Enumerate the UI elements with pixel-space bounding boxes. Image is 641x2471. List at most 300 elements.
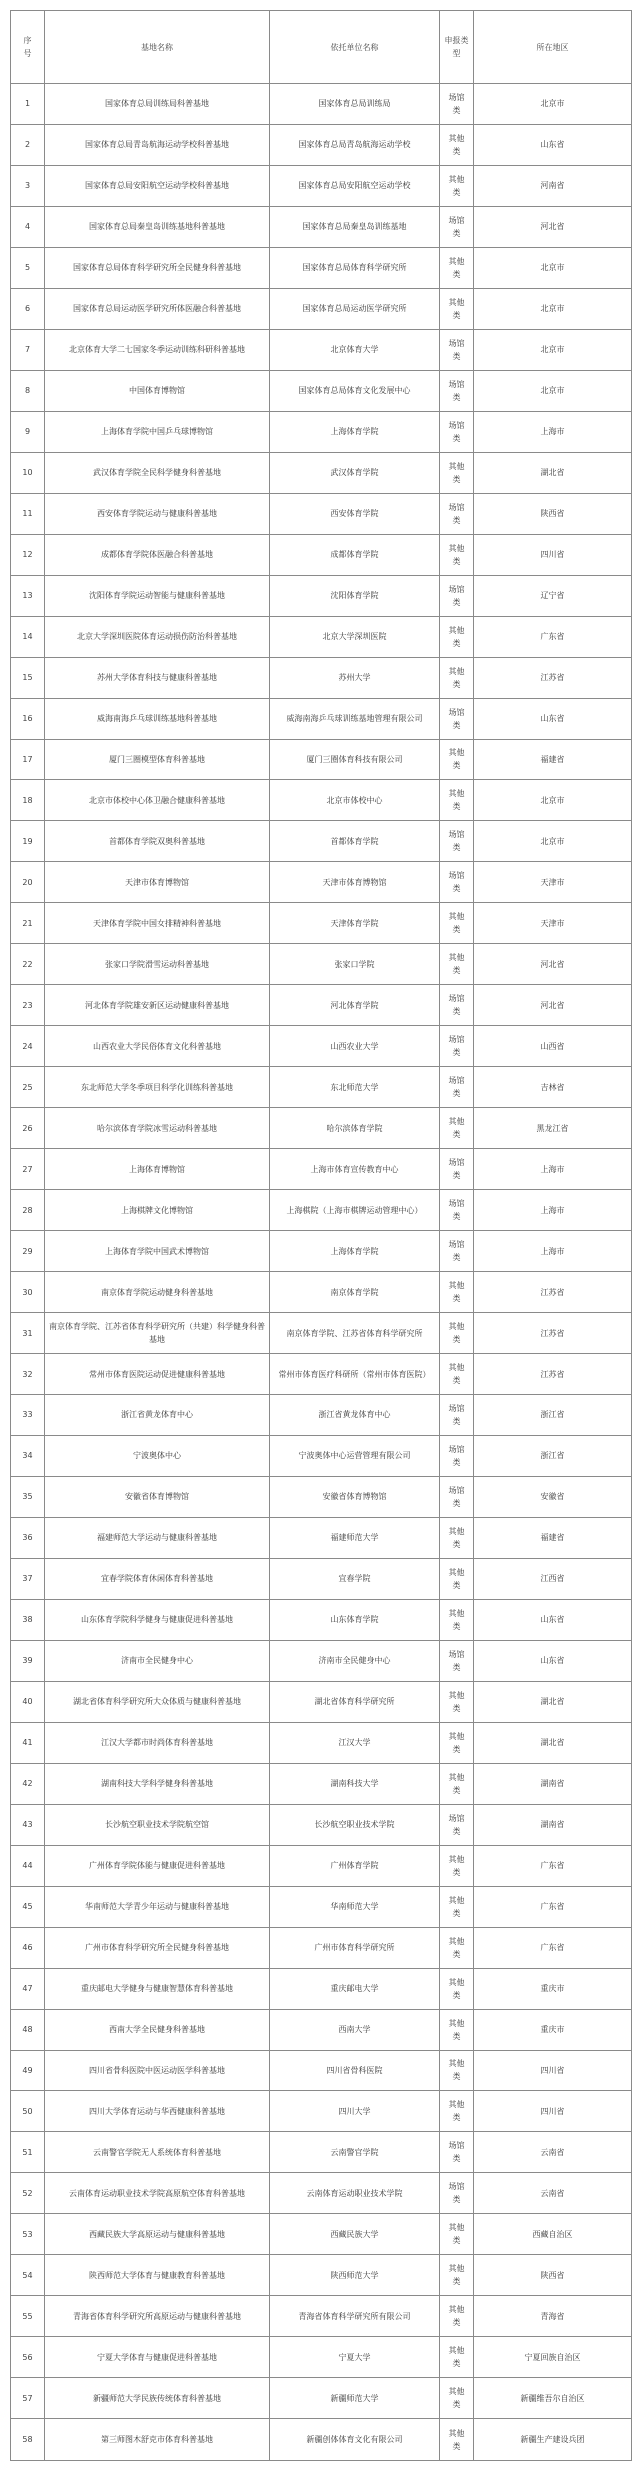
- cell-type: 其他类: [440, 2337, 474, 2378]
- cell-region: 四川省: [474, 2050, 632, 2091]
- table-row: [11, 1640, 632, 1681]
- cell-type: 场馆类: [440, 985, 474, 1026]
- cell-base-name: 湖南科技大学科学健身科普基地: [45, 1763, 270, 1804]
- cell-region: 四川省: [474, 2091, 632, 2132]
- cell-org-name: 宜春学院: [270, 1558, 440, 1599]
- cell-no: 24: [11, 1026, 45, 1067]
- cell-base-name: 沈阳体育学院运动智能与健康科普基地: [45, 575, 270, 616]
- table-row: [11, 452, 632, 493]
- cell-org-name: 济南市全民健身中心: [270, 1640, 440, 1681]
- cell-no: 45: [11, 1886, 45, 1927]
- cell-base-name: 北京大学深圳医院体育运动损伤防治科普基地: [45, 616, 270, 657]
- cell-type: 其他类: [440, 1763, 474, 1804]
- cell-base-name: 广州体育学院体能与健康促进科普基地: [45, 1845, 270, 1886]
- cell-no: 34: [11, 1435, 45, 1476]
- cell-no: 56: [11, 2337, 45, 2378]
- cell-org-name: 上海市体育宣传教育中心: [270, 1149, 440, 1190]
- cell-base-name: 华南师范大学青少年运动与健康科普基地: [45, 1886, 270, 1927]
- cell-region: 江苏省: [474, 1354, 632, 1395]
- cell-no: 55: [11, 2296, 45, 2337]
- cell-base-name: 国家体育总局安阳航空运动学校科普基地: [45, 165, 270, 206]
- cell-no: 36: [11, 1517, 45, 1558]
- table-row: [11, 780, 632, 821]
- cell-base-name: 重庆邮电大学健身与健康智慧体育科普基地: [45, 1968, 270, 2009]
- cell-region: 新疆维吾尔自治区: [474, 2378, 632, 2419]
- cell-no: 23: [11, 985, 45, 1026]
- cell-region: 上海市: [474, 1190, 632, 1231]
- cell-base-name: 威海南海乒乓球训练基地科普基地: [45, 698, 270, 739]
- cell-type: 其他类: [440, 616, 474, 657]
- cell-base-name: 国家体育总局训练局科普基地: [45, 84, 270, 125]
- cell-base-name: 宁波奥体中心: [45, 1435, 270, 1476]
- cell-base-name: 南京体育学院运动健身科普基地: [45, 1272, 270, 1313]
- cell-base-name: 上海棋牌文化博物馆: [45, 1190, 270, 1231]
- cell-no: 52: [11, 2173, 45, 2214]
- cell-base-name: 哈尔滨体育学院冰雪运动科普基地: [45, 1108, 270, 1149]
- table-row: [11, 84, 632, 125]
- cell-no: 18: [11, 780, 45, 821]
- cell-type: 场馆类: [440, 329, 474, 370]
- table-row: [11, 1313, 632, 1354]
- cell-base-name: 云南警官学院无人系统体育科普基地: [45, 2132, 270, 2173]
- cell-region: 广东省: [474, 616, 632, 657]
- cell-type: 其他类: [440, 903, 474, 944]
- cell-no: 46: [11, 1927, 45, 1968]
- table-row: [11, 944, 632, 985]
- cell-region: 黑龙江省: [474, 1108, 632, 1149]
- cell-type: 场馆类: [440, 821, 474, 862]
- table-row: [11, 821, 632, 862]
- cell-region: 青海省: [474, 2296, 632, 2337]
- cell-base-name: 长沙航空职业技术学院航空馆: [45, 1804, 270, 1845]
- cell-base-name: 国家体育总局体育科学研究所全民健身科普基地: [45, 247, 270, 288]
- cell-org-name: 重庆邮电大学: [270, 1968, 440, 2009]
- cell-no: 39: [11, 1640, 45, 1681]
- cell-org-name: 首都体育学院: [270, 821, 440, 862]
- cell-type: 其他类: [440, 2419, 474, 2461]
- table-row: [11, 903, 632, 944]
- cell-org-name: 新疆师范大学: [270, 2378, 440, 2419]
- cell-base-name: 国家体育总局运动医学研究所体医融合科普基地: [45, 288, 270, 329]
- cell-type: 场馆类: [440, 206, 474, 247]
- cell-base-name: 山东体育学院科学健身与健康促进科普基地: [45, 1599, 270, 1640]
- cell-org-name: 上海棋院（上海市棋牌运动管理中心）: [270, 1190, 440, 1231]
- cell-region: 湖北省: [474, 1681, 632, 1722]
- cell-type: 场馆类: [440, 1395, 474, 1436]
- cell-base-name: 武汉体育学院全民科学健身科普基地: [45, 452, 270, 493]
- cell-base-name: 湖北省体育科学研究所大众体质与健康科普基地: [45, 1681, 270, 1722]
- cell-region: 新疆生产建设兵团: [474, 2419, 632, 2461]
- header-base-name: 基地名称: [45, 11, 270, 84]
- cell-base-name: 西安体育学院运动与健康科普基地: [45, 493, 270, 534]
- cell-org-name: 天津体育学院: [270, 903, 440, 944]
- table-row: [11, 1026, 632, 1067]
- table-row: [11, 165, 632, 206]
- cell-region: 江苏省: [474, 1313, 632, 1354]
- cell-type: 其他类: [440, 2255, 474, 2296]
- cell-no: 28: [11, 1190, 45, 1231]
- cell-no: 9: [11, 411, 45, 452]
- cell-org-name: 长沙航空职业技术学院: [270, 1804, 440, 1845]
- cell-org-name: 青海省体育科学研究所有限公司: [270, 2296, 440, 2337]
- cell-base-name: 青海省体育科学研究所高原运动与健康科普基地: [45, 2296, 270, 2337]
- cell-region: 山东省: [474, 124, 632, 165]
- cell-base-name: 国家体育总局秦皇岛训练基地科普基地: [45, 206, 270, 247]
- cell-org-name: 国家体育总局安阳航空运动学校: [270, 165, 440, 206]
- cell-region: 重庆市: [474, 1968, 632, 2009]
- cell-org-name: 沈阳体育学院: [270, 575, 440, 616]
- cell-no: 50: [11, 2091, 45, 2132]
- cell-no: 2: [11, 124, 45, 165]
- cell-base-name: 苏州大学体育科技与健康科普基地: [45, 657, 270, 698]
- cell-region: 安徽省: [474, 1476, 632, 1517]
- cell-region: 天津市: [474, 862, 632, 903]
- table-row: [11, 1476, 632, 1517]
- cell-no: 5: [11, 247, 45, 288]
- cell-region: 湖南省: [474, 1804, 632, 1845]
- table-row: [11, 1845, 632, 1886]
- cell-region: 上海市: [474, 1231, 632, 1272]
- table-row: [11, 124, 632, 165]
- cell-org-name: 国家体育总局训练局: [270, 84, 440, 125]
- cell-type: 其他类: [440, 1558, 474, 1599]
- cell-no: 32: [11, 1354, 45, 1395]
- cell-base-name: 首都体育学院双奥科普基地: [45, 821, 270, 862]
- cell-region: 山东省: [474, 1599, 632, 1640]
- cell-type: 场馆类: [440, 1231, 474, 1272]
- cell-no: 21: [11, 903, 45, 944]
- table-row: [11, 1886, 632, 1927]
- table-row: [11, 1231, 632, 1272]
- cell-org-name: 西南大学: [270, 2009, 440, 2050]
- cell-base-name: 西藏民族大学高原运动与健康科普基地: [45, 2214, 270, 2255]
- table-row: [11, 1804, 632, 1845]
- cell-org-name: 云南警官学院: [270, 2132, 440, 2173]
- cell-org-name: 苏州大学: [270, 657, 440, 698]
- cell-region: 吉林省: [474, 1067, 632, 1108]
- table-row: [11, 985, 632, 1026]
- cell-org-name: 南京体育学院: [270, 1272, 440, 1313]
- cell-org-name: 张家口学院: [270, 944, 440, 985]
- cell-base-name: 云南体育运动职业技术学院高原航空体育科普基地: [45, 2173, 270, 2214]
- table-row: [11, 411, 632, 452]
- cell-base-name: 东北师范大学冬季项目科学化训练科普基地: [45, 1067, 270, 1108]
- cell-no: 58: [11, 2419, 45, 2461]
- cell-no: 3: [11, 165, 45, 206]
- cell-no: 33: [11, 1395, 45, 1436]
- cell-org-name: 威海南海乒乓球训练基地管理有限公司: [270, 698, 440, 739]
- table-row: [11, 534, 632, 575]
- cell-base-name: 济南市全民健身中心: [45, 1640, 270, 1681]
- cell-type: 场馆类: [440, 411, 474, 452]
- cell-no: 14: [11, 616, 45, 657]
- cell-base-name: 宜春学院体育休闲体育科普基地: [45, 1558, 270, 1599]
- cell-org-name: 国家体育总局秦皇岛训练基地: [270, 206, 440, 247]
- cell-type: 场馆类: [440, 1149, 474, 1190]
- data-table: [10, 10, 632, 2461]
- cell-no: 54: [11, 2255, 45, 2296]
- cell-type: 其他类: [440, 2091, 474, 2132]
- cell-type: 其他类: [440, 1681, 474, 1722]
- cell-type: 其他类: [440, 2009, 474, 2050]
- cell-org-name: 湖北省体育科学研究所: [270, 1681, 440, 1722]
- cell-org-name: 武汉体育学院: [270, 452, 440, 493]
- cell-region: 四川省: [474, 534, 632, 575]
- cell-no: 53: [11, 2214, 45, 2255]
- header-no: 序号: [11, 11, 45, 84]
- cell-no: 37: [11, 1558, 45, 1599]
- cell-type: 其他类: [440, 288, 474, 329]
- cell-region: 山东省: [474, 698, 632, 739]
- cell-type: 场馆类: [440, 575, 474, 616]
- table-row: [11, 1395, 632, 1436]
- cell-org-name: 东北师范大学: [270, 1067, 440, 1108]
- cell-base-name: 天津体育学院中国女排精神科普基地: [45, 903, 270, 944]
- cell-no: 8: [11, 370, 45, 411]
- table-row: [11, 1558, 632, 1599]
- cell-no: 27: [11, 1149, 45, 1190]
- cell-base-name: 四川大学体育运动与华西健康科普基地: [45, 2091, 270, 2132]
- cell-org-name: 华南师范大学: [270, 1886, 440, 1927]
- cell-region: 北京市: [474, 780, 632, 821]
- cell-no: 15: [11, 657, 45, 698]
- cell-type: 其他类: [440, 944, 474, 985]
- cell-org-name: 新疆创体体育文化有限公司: [270, 2419, 440, 2461]
- cell-org-name: 福建师范大学: [270, 1517, 440, 1558]
- cell-no: 43: [11, 1804, 45, 1845]
- table-body: [11, 84, 632, 2461]
- cell-type: 其他类: [440, 1599, 474, 1640]
- cell-no: 48: [11, 2009, 45, 2050]
- cell-type: 场馆类: [440, 2132, 474, 2173]
- cell-region: 浙江省: [474, 1435, 632, 1476]
- cell-region: 浙江省: [474, 1395, 632, 1436]
- cell-type: 其他类: [440, 1722, 474, 1763]
- cell-base-name: 西南大学全民健身科普基地: [45, 2009, 270, 2050]
- cell-region: 北京市: [474, 370, 632, 411]
- table-row: [11, 2214, 632, 2255]
- cell-type: 其他类: [440, 739, 474, 780]
- table-row: [11, 575, 632, 616]
- table-row: [11, 1927, 632, 1968]
- cell-no: 11: [11, 493, 45, 534]
- cell-org-name: 河北体育学院: [270, 985, 440, 1026]
- cell-org-name: 哈尔滨体育学院: [270, 1108, 440, 1149]
- table-row: [11, 698, 632, 739]
- cell-base-name: 北京体育大学二七国家冬季运动训练科研科普基地: [45, 329, 270, 370]
- table-row: [11, 1272, 632, 1313]
- cell-region: 北京市: [474, 84, 632, 125]
- table-row: [11, 1149, 632, 1190]
- cell-base-name: 南京体育学院、江苏省体育科学研究所（共建）科学健身科普基地: [45, 1313, 270, 1354]
- cell-no: 38: [11, 1599, 45, 1640]
- table-row: [11, 1435, 632, 1476]
- cell-type: 场馆类: [440, 84, 474, 125]
- cell-region: 江苏省: [474, 1272, 632, 1313]
- cell-type: 其他类: [440, 247, 474, 288]
- cell-base-name: 张家口学院滑雪运动科普基地: [45, 944, 270, 985]
- cell-base-name: 四川省骨科医院中医运动医学科普基地: [45, 2050, 270, 2091]
- cell-base-name: 安徽省体育博物馆: [45, 1476, 270, 1517]
- cell-type: 其他类: [440, 2378, 474, 2419]
- cell-region: 广东省: [474, 1886, 632, 1927]
- cell-org-name: 四川大学: [270, 2091, 440, 2132]
- cell-org-name: 上海体育学院: [270, 1231, 440, 1272]
- cell-no: 4: [11, 206, 45, 247]
- cell-region: 湖北省: [474, 452, 632, 493]
- cell-type: 其他类: [440, 124, 474, 165]
- cell-org-name: 国家体育总局青岛航海运动学校: [270, 124, 440, 165]
- cell-type: 其他类: [440, 534, 474, 575]
- cell-region: 北京市: [474, 247, 632, 288]
- table-row: [11, 2337, 632, 2378]
- cell-org-name: 湖南科技大学: [270, 1763, 440, 1804]
- cell-type: 其他类: [440, 1968, 474, 2009]
- table-row: [11, 862, 632, 903]
- cell-org-name: 山西农业大学: [270, 1026, 440, 1067]
- cell-base-name: 上海体育博物馆: [45, 1149, 270, 1190]
- cell-region: 江苏省: [474, 657, 632, 698]
- cell-base-name: 第三师图木舒克市体育科普基地: [45, 2419, 270, 2461]
- cell-base-name: 宁夏大学体育与健康促进科普基地: [45, 2337, 270, 2378]
- cell-base-name: 中国体育博物馆: [45, 370, 270, 411]
- cell-base-name: 成都体育学院体医融合科普基地: [45, 534, 270, 575]
- cell-org-name: 西安体育学院: [270, 493, 440, 534]
- cell-no: 42: [11, 1763, 45, 1804]
- cell-base-name: 常州市体育医院运动促进健康科普基地: [45, 1354, 270, 1395]
- cell-region: 广东省: [474, 1845, 632, 1886]
- table-row: [11, 1763, 632, 1804]
- cell-org-name: 四川省骨科医院: [270, 2050, 440, 2091]
- cell-no: 19: [11, 821, 45, 862]
- table-row: [11, 2255, 632, 2296]
- cell-type: 场馆类: [440, 493, 474, 534]
- table-header-row: [11, 11, 632, 84]
- cell-base-name: 国家体育总局青岛航海运动学校科普基地: [45, 124, 270, 165]
- cell-region: 广东省: [474, 1927, 632, 1968]
- cell-no: 30: [11, 1272, 45, 1313]
- table-row: [11, 1968, 632, 2009]
- cell-org-name: 西藏民族大学: [270, 2214, 440, 2255]
- cell-no: 22: [11, 944, 45, 985]
- cell-type: 其他类: [440, 1108, 474, 1149]
- cell-region: 福建省: [474, 739, 632, 780]
- cell-base-name: 陕西师范大学体育与健康教育科普基地: [45, 2255, 270, 2296]
- cell-region: 陕西省: [474, 493, 632, 534]
- table-row: [11, 2132, 632, 2173]
- cell-no: 6: [11, 288, 45, 329]
- cell-org-name: 上海体育学院: [270, 411, 440, 452]
- cell-org-name: 成都体育学院: [270, 534, 440, 575]
- cell-no: 26: [11, 1108, 45, 1149]
- cell-type: 其他类: [440, 2296, 474, 2337]
- cell-base-name: 上海体育学院中国乒乓球博物馆: [45, 411, 270, 452]
- cell-no: 10: [11, 452, 45, 493]
- cell-region: 辽宁省: [474, 575, 632, 616]
- cell-type: 其他类: [440, 1313, 474, 1354]
- cell-no: 57: [11, 2378, 45, 2419]
- cell-type: 其他类: [440, 452, 474, 493]
- cell-org-name: 北京体育大学: [270, 329, 440, 370]
- table-row: [11, 1722, 632, 1763]
- cell-org-name: 广州市体育科学研究所: [270, 1927, 440, 1968]
- header-type: 申报类型: [440, 11, 474, 84]
- cell-type: 场馆类: [440, 862, 474, 903]
- cell-region: 天津市: [474, 903, 632, 944]
- table-row: [11, 1517, 632, 1558]
- science-base-list-table: [10, 10, 631, 2461]
- cell-region: 湖北省: [474, 1722, 632, 1763]
- cell-org-name: 宁波奥体中心运营管理有限公司: [270, 1435, 440, 1476]
- cell-type: 场馆类: [440, 370, 474, 411]
- cell-type: 其他类: [440, 165, 474, 206]
- table-row: [11, 2419, 632, 2461]
- cell-no: 35: [11, 1476, 45, 1517]
- cell-type: 其他类: [440, 780, 474, 821]
- table-row: [11, 1354, 632, 1395]
- table-row: [11, 247, 632, 288]
- cell-type: 场馆类: [440, 698, 474, 739]
- cell-type: 其他类: [440, 1845, 474, 1886]
- table-row: [11, 1599, 632, 1640]
- cell-type: 其他类: [440, 1927, 474, 1968]
- cell-type: 场馆类: [440, 1190, 474, 1231]
- table-row: [11, 1190, 632, 1231]
- cell-region: 山东省: [474, 1640, 632, 1681]
- cell-no: 51: [11, 2132, 45, 2173]
- cell-org-name: 厦门三圈体育科技有限公司: [270, 739, 440, 780]
- cell-region: 湖南省: [474, 1763, 632, 1804]
- cell-org-name: 江汉大学: [270, 1722, 440, 1763]
- cell-base-name: 厦门三圈模型体育科普基地: [45, 739, 270, 780]
- table-row: [11, 2378, 632, 2419]
- table-row: [11, 493, 632, 534]
- cell-region: 西藏自治区: [474, 2214, 632, 2255]
- cell-org-name: 陕西师范大学: [270, 2255, 440, 2296]
- cell-no: 29: [11, 1231, 45, 1272]
- cell-base-name: 天津市体育博物馆: [45, 862, 270, 903]
- cell-region: 河北省: [474, 985, 632, 1026]
- table-row: [11, 1108, 632, 1149]
- cell-region: 上海市: [474, 1149, 632, 1190]
- cell-base-name: 河北体育学院雄安新区运动健康科普基地: [45, 985, 270, 1026]
- cell-org-name: 浙江省黄龙体育中心: [270, 1395, 440, 1436]
- table-row: [11, 2091, 632, 2132]
- cell-region: 宁夏回族自治区: [474, 2337, 632, 2378]
- cell-no: 7: [11, 329, 45, 370]
- cell-no: 49: [11, 2050, 45, 2091]
- cell-base-name: 新疆师范大学民族传统体育科普基地: [45, 2378, 270, 2419]
- cell-org-name: 北京大学深圳医院: [270, 616, 440, 657]
- table-row: [11, 2050, 632, 2091]
- cell-type: 场馆类: [440, 1067, 474, 1108]
- cell-region: 河北省: [474, 944, 632, 985]
- cell-type: 场馆类: [440, 1435, 474, 1476]
- cell-no: 12: [11, 534, 45, 575]
- cell-region: 河南省: [474, 165, 632, 206]
- cell-base-name: 广州市体育科学研究所全民健身科普基地: [45, 1927, 270, 1968]
- cell-type: 其他类: [440, 1517, 474, 1558]
- cell-base-name: 北京市体校中心体卫融合健康科普基地: [45, 780, 270, 821]
- cell-region: 江西省: [474, 1558, 632, 1599]
- table-row: [11, 329, 632, 370]
- table-row: [11, 370, 632, 411]
- cell-type: 其他类: [440, 657, 474, 698]
- cell-no: 41: [11, 1722, 45, 1763]
- cell-org-name: 广州体育学院: [270, 1845, 440, 1886]
- table-row: [11, 1067, 632, 1108]
- header-org-name: 依托单位名称: [270, 11, 440, 84]
